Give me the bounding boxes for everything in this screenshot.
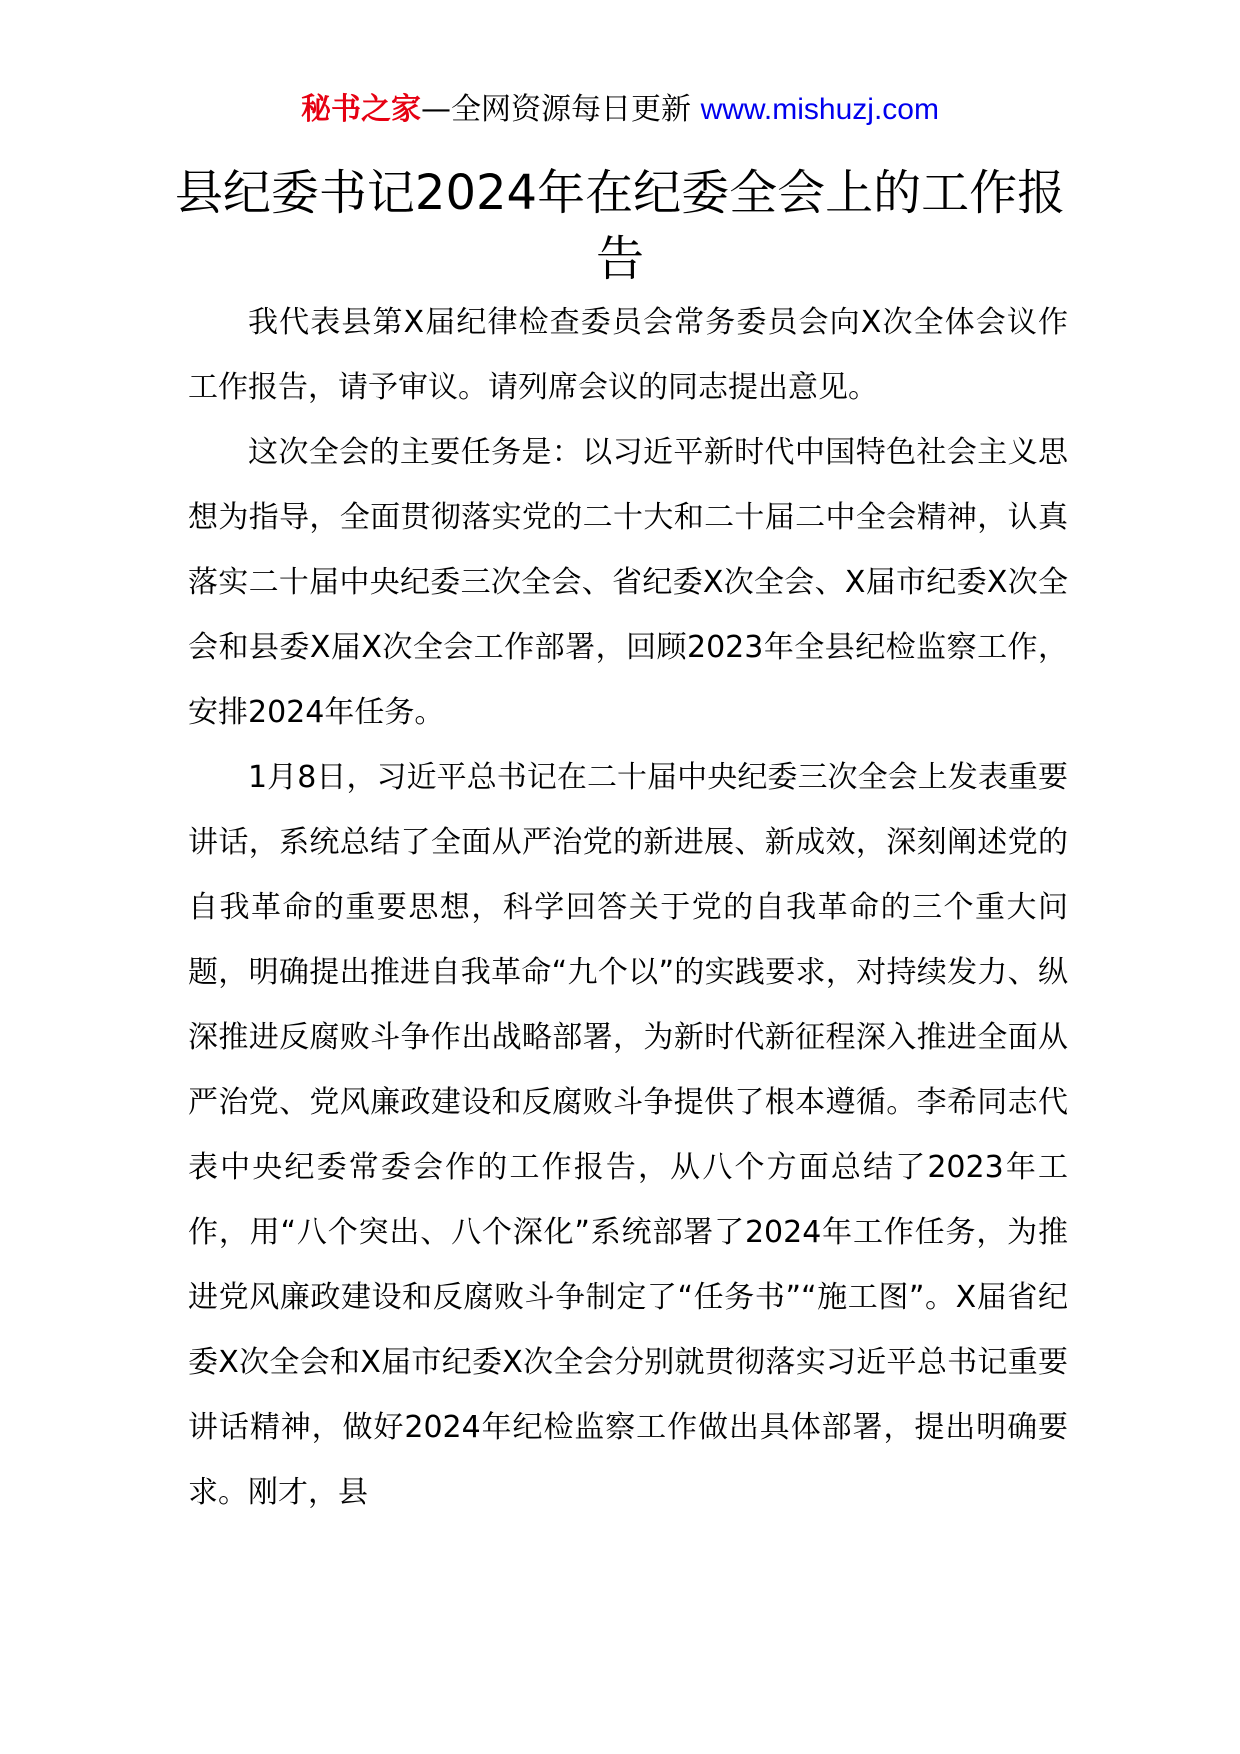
- body-paragraph: 我代表县第X届纪律检查委员会常务委员会向X次全体会议作工作报告，请予审议。请列席会议的同志提出意见。: [188, 305, 1068, 405]
- header-slogan: —全网资源每日更新: [421, 92, 701, 127]
- document-title: 县纪委书记2024年在纪委全会上的工作报告: [174, 165, 1066, 287]
- body-paragraph: 这次全会的主要任务是：以习近平新时代中国特色社会主义思想为指导，全面贯彻落实党的二十大和二十届二中全会精神，认真落实二十届中央纪委三次全会、省纪委X次全会、X届市纪委X次全会和县委X届X次全会工作部署，回顾2023年全县纪检监察工作，安排2024年任务。: [188, 435, 1068, 730]
- document-body: [188, 290, 1068, 1525]
- site-header-banner: [0, 92, 1240, 128]
- body-paragraph: 1月8日，习近平总书记在二十届中央纪委三次全会上发表重要讲话，系统总结了全面从严治党的新进展、新成效，深刻阐述党的自我革命的重要思想，科学回答关于党的自我革命的三个重大问题，明确提出推进自我革命“九个以”的实践要求，对持续发力、纵深推进反腐败斗争作出战略部署，为新时代新征程深入推进全面从严治党、党风廉政建设和反腐败斗争提供了根本遵循。李希同志代表中央纪委常委会作的工作报告，从八个方面总结了2023年工作，用“八个突出、八个深化”系统部署了2024年工作任务，为推进党风廉政建设和反腐败斗争制定了“任务书”“施工图”。X届省纪委X次全会和X届市纪委X次全会分别就贯彻落实习近平总书记重要讲话精神，做好2024年纪检监察工作做出具体部署，提出明确要求。刚才，县: [188, 760, 1068, 1510]
- site-url-link[interactable]: www.mishuzj.com: [700, 93, 939, 126]
- brand-name: 秘书之家: [301, 92, 422, 127]
